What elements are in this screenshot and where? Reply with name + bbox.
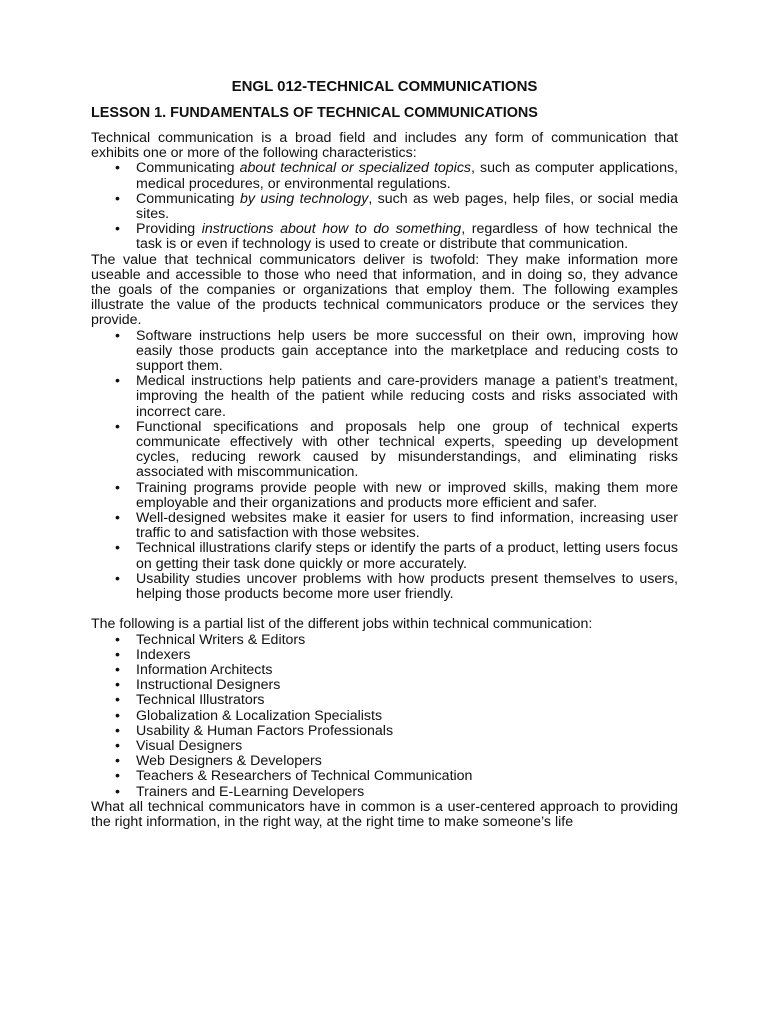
list-item: • Well-designed websites make it easier for users to find information, increasing user traffic to and satisfaction with those websites. — [136, 511, 678, 541]
lesson-heading: LESSON 1. FUNDAMENTALS OF TECHNICAL COMMUNICATIONS — [91, 105, 538, 121]
list-item: • Web Designers & Developers — [136, 754, 678, 769]
item-text: Providing — [136, 221, 202, 238]
item-text: , such as web pages, help files, or social media sites. — [136, 190, 678, 223]
list-item: • Technical Illustrators — [136, 693, 678, 708]
list-item — [136, 222, 678, 252]
document-page — [91, 78, 678, 830]
jobs-list — [91, 633, 678, 800]
item-text: , regardless of how technical the task is or even if technology is used to create or distribute that communication. — [136, 221, 679, 253]
list-item: • Software instructions help users be more successful on their own, improving how easily those products gain acceptance into the marketplace and reducing costs to support them. — [136, 329, 678, 375]
list-item: • Usability & Human Factors Professionals — [136, 724, 678, 739]
item-emphasis: about technical or specialized topics — [239, 160, 472, 177]
list-item: • Usability studies uncover problems with how products present themselves to users, helping those products become more user friendly. — [136, 572, 678, 602]
item-text: , such as computer applications, medical procedures, or environmental regulations. — [136, 160, 679, 192]
paragraph-gap — [91, 602, 678, 617]
list-item: • Functional specifications and proposals help one group of technical experts communicate effectively with other technical experts, speeding up development cycles, reducing rework caused by misunderstandings, and eliminating risks associated with miscommunication. — [136, 420, 678, 481]
list-item: • Indexers — [136, 648, 678, 663]
jobs-intro: The following is a partial list of the different jobs within technical communication: — [91, 616, 593, 633]
value-examples-list — [91, 329, 678, 603]
item-emphasis: by using technology — [239, 190, 369, 207]
list-item: • Medical instructions help patients and care-providers manage a patient’s treatment, improving the health of the patient while reducing costs and risks associated with incorrect care. — [136, 374, 678, 420]
list-item: • Globalization & Localization Specialists — [136, 709, 678, 724]
list-item: • Information Architects — [136, 663, 678, 678]
list-item: • Teachers & Researchers of Technical Communication — [136, 769, 678, 784]
item-emphasis: instructions about how to do something — [201, 221, 462, 238]
item-text: Communicating — [136, 190, 240, 207]
list-item: • Visual Designers — [136, 739, 678, 754]
intro-paragraph: Technical communication is a broad field and includes any form of communication that exhibits one or more of the following characteristics: — [91, 130, 678, 162]
item-text: Communicating — [136, 160, 240, 177]
list-item: • Technical illustrations clarify steps or identify the parts of a product, letting users focus on getting their task done quickly or more accurately. — [136, 541, 678, 571]
list-item — [136, 161, 678, 191]
list-item: • Trainers and E-Learning Developers — [136, 785, 678, 800]
list-item: • Training programs provide people with new or improved skills, making them more employable and their organizations and products more efficient and safer. — [136, 481, 678, 511]
list-item: • Technical Writers & Editors — [136, 633, 678, 648]
list-item: • Instructional Designers — [136, 678, 678, 693]
value-paragraph: The value that technical communicators deliver is twofold: They make information more useable and accessible to those who need that information, and in doing so, they advance the goals of the companies or organizations that employ them. The following examples illustrate the value of the products technical communicators produce or the services they provide. — [91, 251, 678, 329]
closing-paragraph: What all technical communicators have in common is a user-centered approach to providing the right information, in the right way, at the right time to make someone’s life — [91, 798, 678, 830]
characteristics-list — [91, 161, 678, 252]
list-item — [136, 192, 678, 222]
page-title: ENGL 012-TECHNICAL COMMUNICATIONS — [231, 78, 538, 95]
